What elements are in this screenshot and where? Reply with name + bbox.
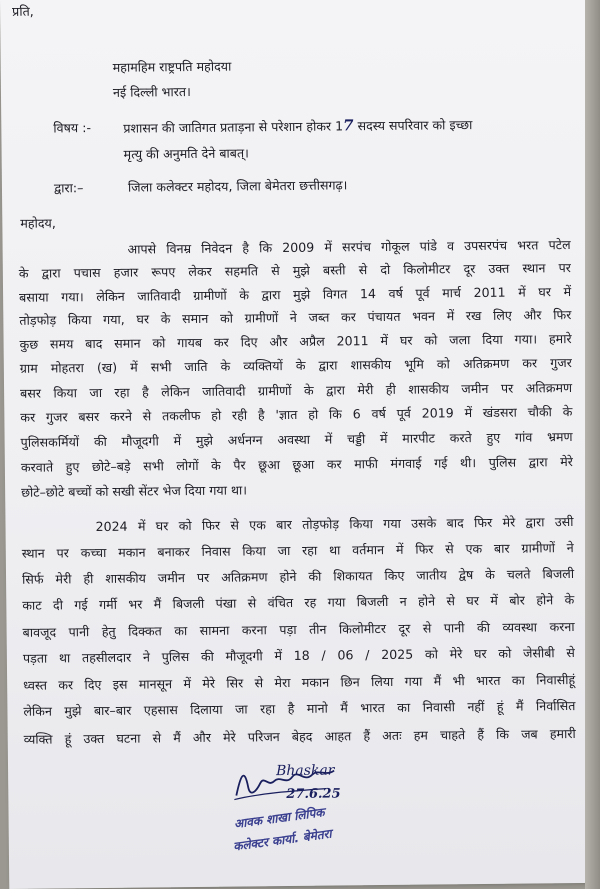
- via-text: जिला कलेक्टर महोदय, जिला बेमेतरा छत्तीसगढ़।: [127, 177, 348, 195]
- body-line: करवाते हुए छोटे–बड़े सभी लोगों के पैर छूआ छूआ कर माफी मंगवाई गई थी। पुलिस द्वारा मेरे: [20, 454, 573, 475]
- signature-text: Bhaskar: [276, 762, 335, 780]
- body-line: के द्वारा पचास हजार रूपए लेकर सहमति से मुझे बस्ती से दो किलोमीटर दूर उक्त स्थान पर: [18, 260, 571, 281]
- subject-handwritten-number: 7: [343, 116, 354, 135]
- body-line: काट दी गई गर्मी भर मैं बिजली पंखा से वंचित रह गया बिजली न होने से घर में बोर होने के: [22, 592, 575, 613]
- stamp-line-1: आवक शाखा लिपिक: [233, 805, 326, 832]
- background-edge: [585, 0, 600, 889]
- subject-line-1-rest: सदस्य सपरिवार को इच्छा: [353, 117, 473, 134]
- recipient-line-2: नई दिल्ली भारत।: [112, 84, 191, 100]
- body-line: 2024 में घर को फिर से एक बार तोड़फोड़ किया गया उसके बाद फिर मेरे द्वारा उसी: [95, 514, 574, 535]
- body-line: पुलिसकर्मियों की मौजूदगी में मुझे अर्धनग्न अवस्था में चड्डी में मारपीट करते हुए गांव भ्रमण: [20, 429, 573, 450]
- subject-line-2: मृत्यु की अनुमति देने बाबत्।: [123, 145, 249, 162]
- body-line: बसाया गया। लेकिन जातिवादी ग्रामीणों के द्वारा मुझे विगत 14 वर्ष पूर्व मार्च 2011 में घर में: [19, 284, 572, 305]
- body-line: बावजूद पानी हेतु दिक्कत का सामना करना पड़ा तीन किलोमीटर दूर से पानी की व्यवस्था करना: [22, 619, 575, 640]
- body-line: स्थान पर कच्चा मकान बनाकर निवास किया जा रहा था वर्तमान में फिर से एक बार ग्रामीणों ने: [21, 540, 574, 561]
- body-line: व्यक्ति हूं उक्त घटना से मैं और मेरे परिजन बेहद आहत हैं अतः हम चाहते हैं कि जब हमारी: [23, 726, 576, 747]
- subject-line-1-text: प्रशासन की जातिगत प्रताड़ना से परेशान होकर 1: [123, 118, 344, 136]
- body-line: पड़ता था तहसीलदार ने पुलिस की मौजूदगी में 18 / 06 / 2025 को मेरे घर को जेसीबी से: [22, 645, 575, 666]
- receipt-signature: [230, 756, 351, 807]
- body-line: कुछ समय बाद समान को गायब कर दिए और अप्रैल 2011 में घर को जला दिया गया। हमारे: [19, 331, 572, 352]
- body-line: लेकिन मुझे बार–बार एहसास दिलाया जा रहा है मानो मैं भारत का निवासी नहीं हूं मैं निर्वासित: [23, 698, 576, 719]
- stamp-line-2: कलेक्टर कार्या. बेमेतरा: [232, 826, 333, 854]
- body-line: छोटे–छोटे बच्चों को सखी सेंटर भेज दिया गया था।: [21, 482, 248, 500]
- greeting: महोदय,: [20, 215, 56, 231]
- salutation-to: प्रति,: [12, 3, 34, 19]
- body-line: ग्राम मोहतरा (ख) में सभी जाति के व्यक्तियों के द्वारा शासकीय भूमि को अतिक्रमण कर गुजर: [19, 355, 572, 376]
- receipt-date: 27.6.25: [286, 786, 341, 803]
- body-line: सिर्फ मेरी ही शासकीय जमीन पर अतिक्रमण होने की शिकायत किए जातीय द्वेष के चलते बिजली: [21, 566, 575, 587]
- body-line: बसर किया जा रहा है लेकिन जातिवादी ग्रामीणों के द्वारा मेरी ही शासकीय जमीन पर अतिक्रमण: [20, 380, 573, 401]
- body-line: आपसे विनम्र निवेदन है कि 2009 में सरपंच गोकूल पांडे व उपसरपंच भरत पटेल: [127, 237, 571, 257]
- recipient-line-1: महामहिम राष्ट्रपति महोदया: [112, 58, 232, 75]
- subject-line-1: [123, 116, 472, 137]
- body-line: ध्वस्त कर दिए इस मानसून में मेरे सिर से मेरा मकान छिन लिया गया मैं भी भारत का निवासीहूं: [23, 672, 576, 693]
- body-line: कर गुजर बसर करने से तकलीफ हो रही है 'ज्ञात हो कि 6 वर्ष पूर्व 2019 में खंडसरा चौकी के: [20, 404, 573, 425]
- subject-label: विषय :-: [53, 120, 92, 136]
- via-label: द्वारा:–: [53, 180, 84, 196]
- body-line: तोड़फोड़ किया गया, घर के समान को ग्रामीणों ने जब्त कर पंचायत भवन में रख लिए और फिर: [19, 307, 572, 328]
